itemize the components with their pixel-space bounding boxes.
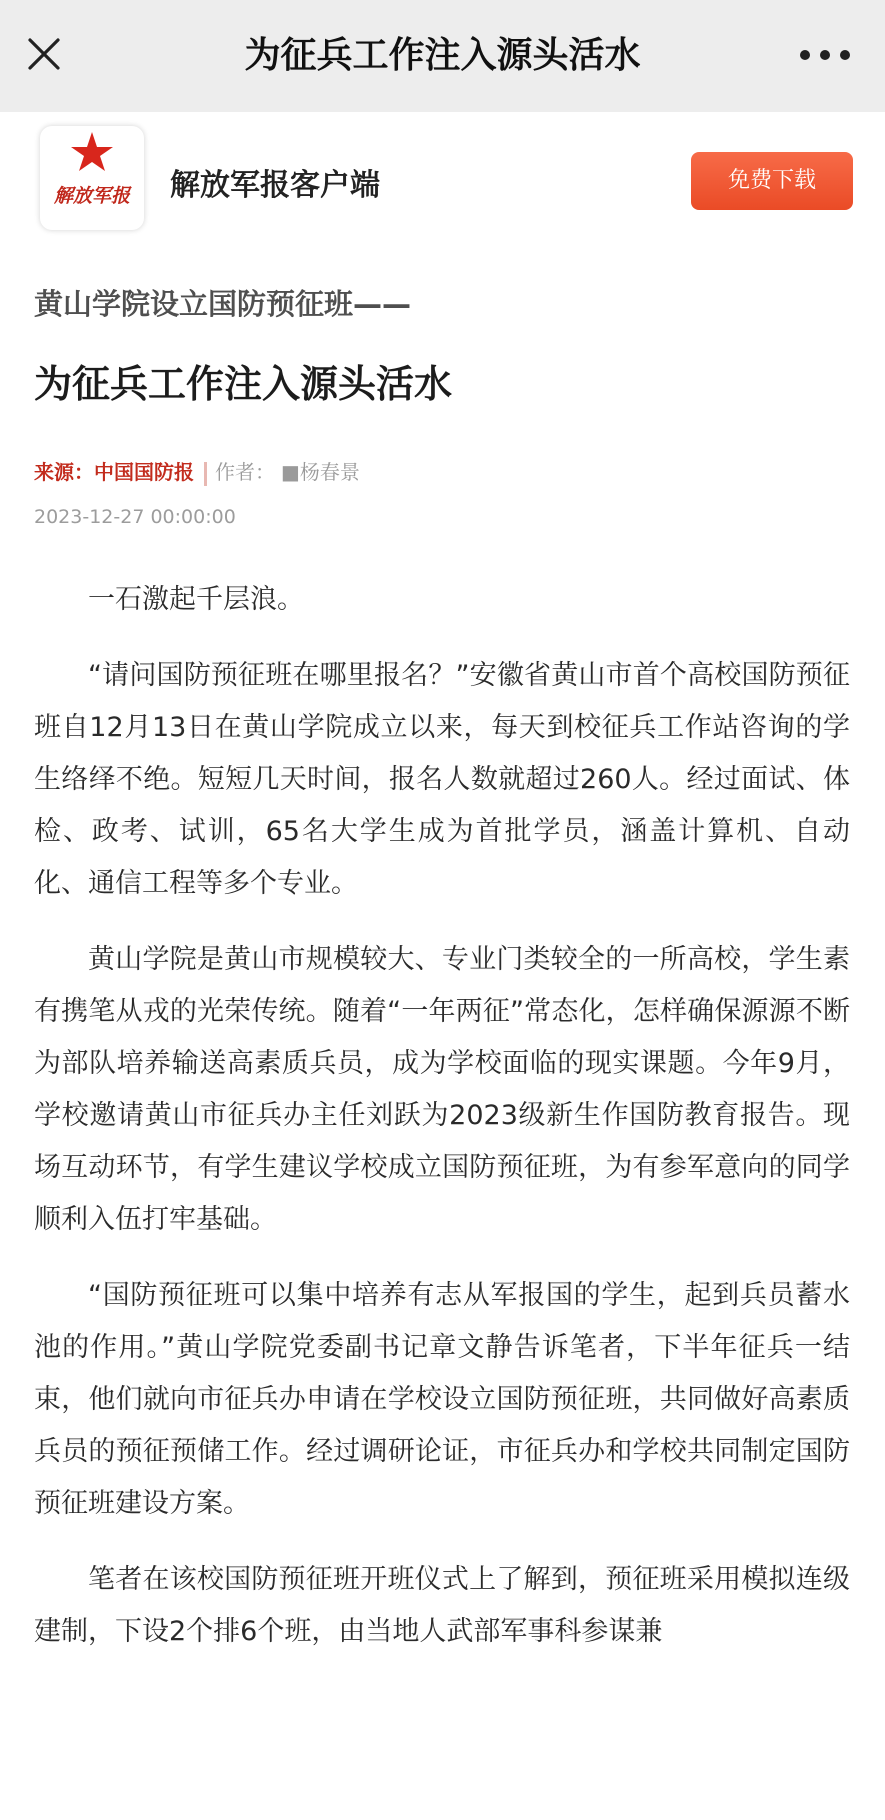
source-label: 来源： [34, 460, 94, 484]
article-title: 为征兵工作注入源头活水 [34, 362, 453, 406]
logo-text: 解放军报 [53, 185, 131, 207]
app-download-banner [0, 112, 885, 242]
source-link[interactable]: 中国国防报 [94, 460, 194, 484]
article-paragraph: 黄山学院是黄山市规模较大、专业门类较全的一所高校，学生素有携笔从戎的光荣传统。随着“一年两征”常态化，怎样确保源源不断为部队培养输送高素质兵员，成为学校面临的现实课题。今年9月，学校邀请黄山市征兵办主任刘跃为2023级新生作国防教育报告。现场互动环节，有学生建议学校成立国防预征班，为有参军意向的同学顺利入伍打牢基础。 [34, 943, 850, 1235]
publish-date: 2023-12-27 00:00:00 [34, 505, 236, 528]
app-name: 解放军报客户端 [170, 168, 380, 203]
close-icon[interactable] [22, 32, 66, 76]
article-paragraph: “请问国防预征班在哪里报名？”安徽省黄山市首个高校国防预征班自12月13日在黄山学院成立以来，每天到校征兵工作站咨询的学生络绎不绝。短短几天时间，报名人数就超过260人。经过面试、体检、政考、试训，65名大学生成为首批学员，涵盖计算机、自动化、通信工程等多个专业。 [34, 659, 850, 899]
article-meta [34, 456, 850, 486]
more-icon[interactable] [795, 40, 855, 70]
article-paragraph: 一石激起千层浪。 [88, 583, 304, 615]
author-name: ■杨春景 [281, 460, 360, 484]
article [34, 242, 850, 1682]
meta-divider [204, 462, 207, 486]
article-paragraph: “国防预征班可以集中培养有志从军报国的学生，起到兵员蓄水池的作用。”黄山学院党委副书记章文静告诉笔者，下半年征兵一结束，他们就向市征兵办申请在学校设立国防预征班，共同做好高素质兵员的预征预储工作。经过调研论证，市征兵办和学校共同制定国防预征班建设方案。 [34, 1279, 850, 1519]
article-paragraph: 笔者在该校国防预征班开班仪式上了解到，预征班采用模拟连级建制，下设2个排6个班，由当地人武部军事科参谋兼 [34, 1563, 850, 1647]
top-nav-bar [0, 0, 885, 112]
jiefangjunbao-logo [40, 126, 144, 230]
author-label: 作者： [215, 460, 275, 484]
article-body [34, 574, 850, 1658]
article-subtitle: 黄山学院设立国防预征班—— [34, 287, 412, 321]
download-button[interactable]: 免费下载 [691, 152, 853, 210]
nav-title: 为征兵工作注入源头活水 [244, 35, 641, 76]
